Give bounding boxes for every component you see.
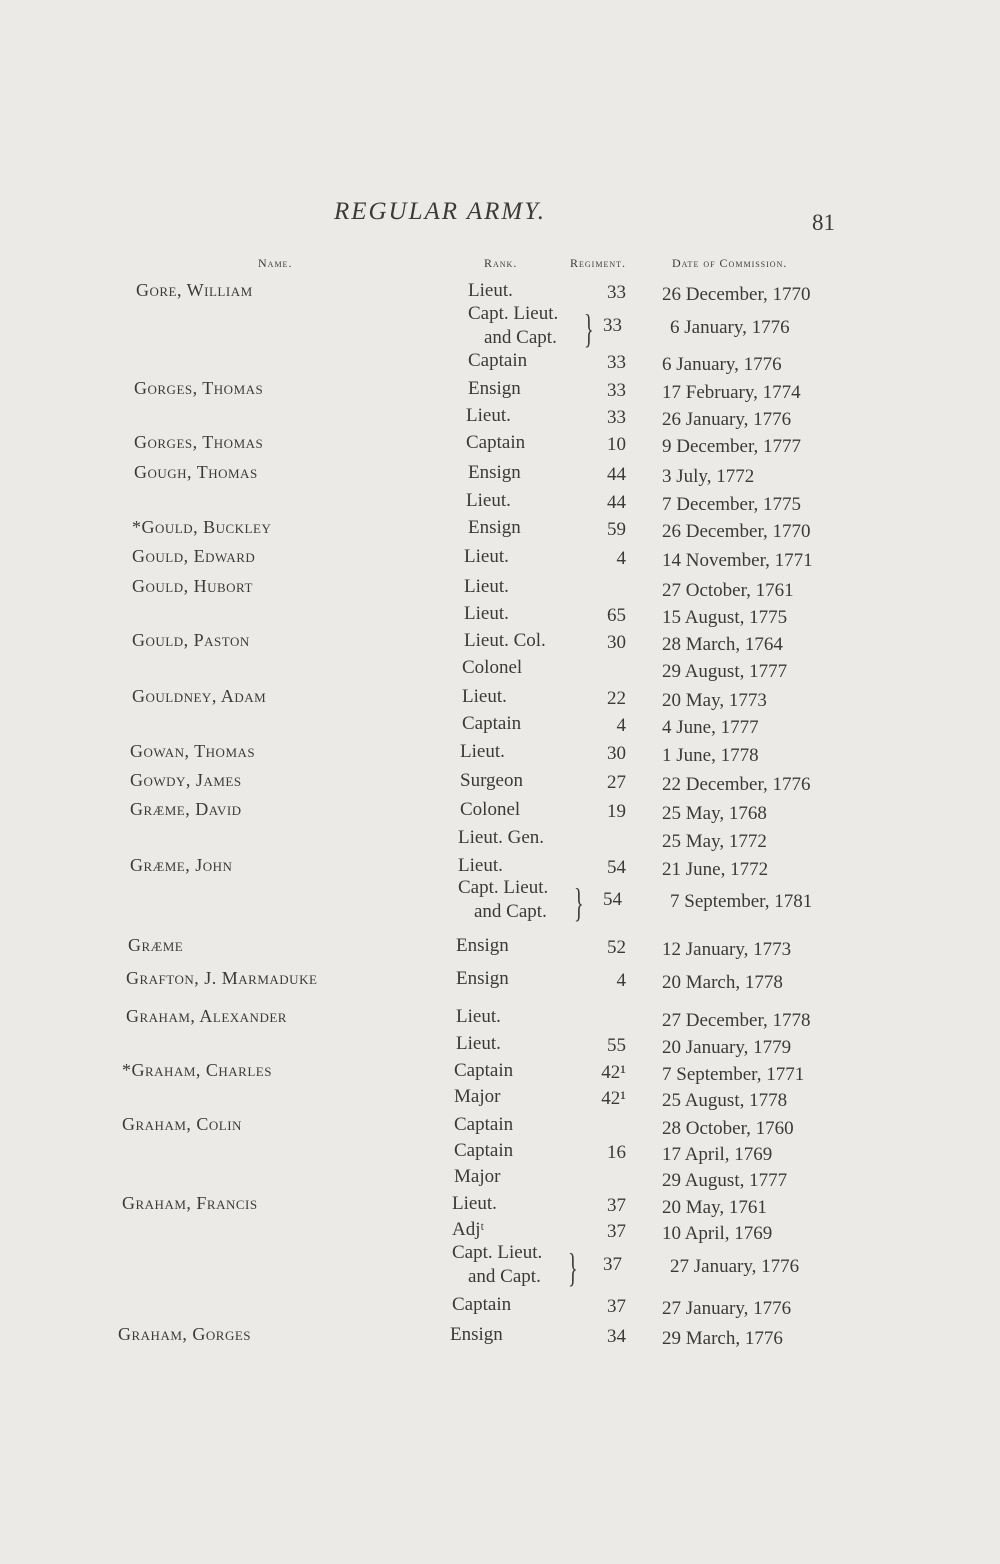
brace-glyph: } bbox=[574, 880, 584, 925]
entry-date: 12 January, 1773 bbox=[662, 939, 792, 960]
entry-date: 20 May, 1761 bbox=[662, 1197, 767, 1218]
entry-rank: Captain bbox=[454, 1114, 514, 1135]
running-title: REGULAR ARMY. bbox=[333, 198, 547, 225]
table-row bbox=[0, 1086, 1000, 1112]
table-row bbox=[0, 1166, 1000, 1192]
entry-date: 25 May, 1768 bbox=[662, 803, 767, 824]
entry-regiment: 54 bbox=[607, 857, 626, 878]
entry-date: 28 March, 1764 bbox=[662, 634, 783, 655]
entry-date: 27 January, 1776 bbox=[670, 1256, 800, 1277]
table-row bbox=[0, 576, 1000, 602]
entry-rank: Captain bbox=[454, 1140, 514, 1161]
entry-date: 10 April, 1769 bbox=[662, 1223, 773, 1244]
entry-rank: Lieut. bbox=[452, 1193, 497, 1214]
table-row bbox=[0, 1324, 1000, 1350]
entry-rank: Lieut. bbox=[458, 855, 503, 876]
table-row bbox=[0, 432, 1000, 458]
entry-date: 20 March, 1778 bbox=[662, 972, 783, 993]
entry-date: 15 August, 1775 bbox=[662, 607, 788, 628]
entry-date: 29 August, 1777 bbox=[662, 1170, 788, 1191]
column-header-date: Date of Commission. bbox=[672, 256, 788, 270]
entry-name: Gorges, Thomas bbox=[134, 378, 264, 398]
page-number: 81 bbox=[812, 210, 835, 235]
entry-date: 14 November, 1771 bbox=[662, 550, 813, 571]
table-row bbox=[0, 350, 1000, 376]
entry-regiment: 33 bbox=[607, 352, 626, 373]
table-row bbox=[0, 741, 1000, 767]
entry-date: 9 December, 1777 bbox=[662, 436, 802, 457]
entry-date: 29 March, 1776 bbox=[662, 1328, 783, 1349]
entry-name: Græme, David bbox=[130, 799, 242, 819]
table-row bbox=[0, 462, 1000, 488]
entry-rank: Lieut. bbox=[460, 741, 505, 762]
entry-date: 6 January, 1776 bbox=[670, 317, 790, 338]
entry-date: 26 December, 1770 bbox=[662, 284, 811, 305]
table-row bbox=[0, 1294, 1000, 1320]
entry-regiment: 37 bbox=[607, 1195, 626, 1216]
table-row bbox=[0, 546, 1000, 572]
entry-rank: Captain bbox=[462, 713, 522, 734]
entry-rank: Surgeon bbox=[460, 770, 523, 791]
entry-rank-line: Capt. Lieut. bbox=[452, 1242, 543, 1263]
entry-name: Grafton, J. Marmaduke bbox=[126, 968, 318, 988]
entry-regiment: 19 bbox=[607, 801, 626, 822]
table-row bbox=[0, 1060, 1000, 1086]
entry-date: 27 December, 1778 bbox=[662, 1010, 811, 1031]
entry-rank: Lieut. bbox=[464, 603, 509, 624]
entry-rank: Major bbox=[454, 1166, 501, 1187]
entry-rank: Captain bbox=[454, 1060, 514, 1081]
table-row bbox=[0, 603, 1000, 629]
column-header-regiment: Regiment. bbox=[570, 256, 626, 270]
entry-rank: Lieut. bbox=[456, 1006, 501, 1027]
entry-date: 3 July, 1772 bbox=[662, 466, 755, 487]
entry-rank: Colonel bbox=[462, 657, 523, 678]
entry-regiment: 42¹ bbox=[601, 1062, 626, 1083]
table-row bbox=[0, 1033, 1000, 1059]
table-row bbox=[0, 713, 1000, 739]
entry-regiment: 52 bbox=[607, 937, 626, 958]
column-header-rank: Rank. bbox=[484, 256, 518, 270]
entry-date: 7 September, 1771 bbox=[662, 1064, 805, 1085]
table-row bbox=[0, 1006, 1000, 1032]
entry-regiment: 22 bbox=[607, 688, 626, 709]
entry-rank: Ensign bbox=[468, 378, 521, 399]
entry-name: *Graham, Charles bbox=[122, 1060, 272, 1080]
entry-rank: Lieut. Col. bbox=[464, 630, 546, 651]
entry-name: Gowan, Thomas bbox=[130, 741, 256, 761]
table-row bbox=[0, 405, 1000, 431]
entry-name: Græme, John bbox=[130, 855, 233, 875]
entry-regiment: 37 bbox=[607, 1221, 626, 1242]
entry-rank-line: Capt. Lieut. bbox=[468, 303, 559, 324]
table-row bbox=[0, 968, 1000, 994]
entry-regiment: 59 bbox=[607, 519, 626, 540]
entry-regiment: 10 bbox=[607, 434, 626, 455]
entry-regiment: 30 bbox=[607, 632, 626, 653]
entry-regiment: 33 bbox=[607, 282, 626, 303]
entry-name: Graham, Gorges bbox=[118, 1324, 252, 1344]
entry-regiment: 55 bbox=[607, 1035, 626, 1056]
table-row bbox=[0, 490, 1000, 516]
entry-regiment: 37 bbox=[607, 1296, 626, 1317]
entry-rank: Captain bbox=[452, 1294, 512, 1315]
entry-regiment: 37 bbox=[603, 1254, 622, 1275]
entry-date: 25 August, 1778 bbox=[662, 1090, 788, 1111]
entry-date: 25 May, 1772 bbox=[662, 831, 767, 852]
entry-regiment: 4 bbox=[616, 548, 626, 569]
entry-regiment: 16 bbox=[607, 1142, 626, 1163]
table-row bbox=[0, 1114, 1000, 1140]
entry-rank: Major bbox=[454, 1086, 501, 1107]
table-row bbox=[0, 630, 1000, 656]
entry-regiment: 27 bbox=[607, 772, 626, 793]
entry-rank-line: and Capt. bbox=[468, 1266, 541, 1287]
entry-regiment: 33 bbox=[607, 380, 626, 401]
table-row bbox=[0, 770, 1000, 796]
entry-name: Gorges, Thomas bbox=[134, 432, 264, 452]
entry-regiment: 44 bbox=[607, 492, 626, 513]
entry-rank: Lieut. bbox=[456, 1033, 501, 1054]
table-row bbox=[0, 657, 1000, 683]
entry-date: 4 June, 1777 bbox=[662, 717, 759, 738]
entry-name: Gould, Paston bbox=[132, 630, 250, 650]
entry-date: 7 September, 1781 bbox=[670, 891, 813, 912]
table-row bbox=[0, 877, 1000, 933]
entry-date: 26 December, 1770 bbox=[662, 521, 811, 542]
entry-date: 6 January, 1776 bbox=[662, 354, 782, 375]
entry-regiment: 44 bbox=[607, 464, 626, 485]
entry-date: 26 January, 1776 bbox=[662, 409, 792, 430]
table-row bbox=[0, 1242, 1000, 1298]
entry-regiment: 42¹ bbox=[601, 1088, 626, 1109]
entry-regiment: 30 bbox=[607, 743, 626, 764]
entry-name: Gore, William bbox=[136, 280, 253, 300]
table-row bbox=[0, 799, 1000, 825]
entry-name: Graham, Colin bbox=[122, 1114, 242, 1134]
entry-rank: Ensign bbox=[456, 935, 509, 956]
entry-rank: Lieut. bbox=[466, 405, 511, 426]
entry-date: 17 April, 1769 bbox=[662, 1144, 773, 1165]
entry-date: 27 January, 1776 bbox=[662, 1298, 792, 1319]
entry-rank-line: and Capt. bbox=[474, 901, 547, 922]
entry-rank: Lieut. bbox=[462, 686, 507, 707]
table-row bbox=[0, 1140, 1000, 1166]
entry-name: Gould, Edward bbox=[132, 546, 256, 566]
entry-rank: Adjᵗ bbox=[452, 1219, 485, 1240]
entry-rank: Lieut. bbox=[464, 576, 509, 597]
entry-name: Græme bbox=[128, 935, 184, 955]
entry-rank: Colonel bbox=[460, 799, 521, 820]
brace-glyph: } bbox=[568, 1245, 578, 1290]
entry-rank: Captain bbox=[466, 432, 526, 453]
entry-name: Gouldney, Adam bbox=[132, 686, 267, 706]
entry-date: 20 January, 1779 bbox=[662, 1037, 792, 1058]
entry-rank: Lieut. Gen. bbox=[458, 827, 545, 848]
entry-regiment: 34 bbox=[607, 1326, 626, 1347]
entry-date: 17 February, 1774 bbox=[662, 382, 801, 403]
entry-rank: Lieut. bbox=[466, 490, 511, 511]
entry-date: 28 October, 1760 bbox=[662, 1118, 794, 1139]
entry-rank-line: and Capt. bbox=[484, 327, 557, 348]
column-header-name: Name. bbox=[258, 256, 293, 270]
table-row bbox=[0, 686, 1000, 712]
entry-date: 27 October, 1761 bbox=[662, 580, 794, 601]
entry-regiment: 4 bbox=[616, 970, 626, 991]
entry-rank: Lieut. bbox=[468, 280, 513, 301]
table-row bbox=[0, 517, 1000, 543]
entry-regiment: 33 bbox=[603, 315, 622, 336]
entry-date: 1 June, 1778 bbox=[662, 745, 759, 766]
table-row bbox=[0, 1193, 1000, 1219]
entry-name: Graham, Alexander bbox=[126, 1006, 287, 1026]
entry-rank: Ensign bbox=[450, 1324, 503, 1345]
brace-glyph: } bbox=[584, 306, 594, 351]
entry-rank: Ensign bbox=[468, 517, 521, 538]
entry-date: 20 May, 1773 bbox=[662, 690, 767, 711]
entry-date: 21 June, 1772 bbox=[662, 859, 769, 880]
table-row bbox=[0, 827, 1000, 853]
entry-name: Gough, Thomas bbox=[134, 462, 258, 482]
entry-date: 22 December, 1776 bbox=[662, 774, 811, 795]
entry-name: *Gould, Buckley bbox=[132, 517, 272, 537]
entry-regiment: 54 bbox=[603, 889, 622, 910]
entry-rank-line: Capt. Lieut. bbox=[458, 877, 549, 898]
entry-name: Gowdy, James bbox=[130, 770, 242, 790]
entry-rank: Captain bbox=[468, 350, 528, 371]
entry-regiment: 33 bbox=[607, 407, 626, 428]
table-row bbox=[0, 935, 1000, 961]
entry-regiment: 4 bbox=[616, 715, 626, 736]
entry-rank: Ensign bbox=[456, 968, 509, 989]
entry-date: 7 December, 1775 bbox=[662, 494, 802, 515]
entry-name: Gould, Hubort bbox=[132, 576, 253, 596]
table-row bbox=[0, 378, 1000, 404]
entry-name: Graham, Francis bbox=[122, 1193, 258, 1213]
entry-rank: Ensign bbox=[468, 462, 521, 483]
entry-rank: Lieut. bbox=[464, 546, 509, 567]
entry-regiment: 65 bbox=[607, 605, 626, 626]
entry-date: 29 August, 1777 bbox=[662, 661, 788, 682]
